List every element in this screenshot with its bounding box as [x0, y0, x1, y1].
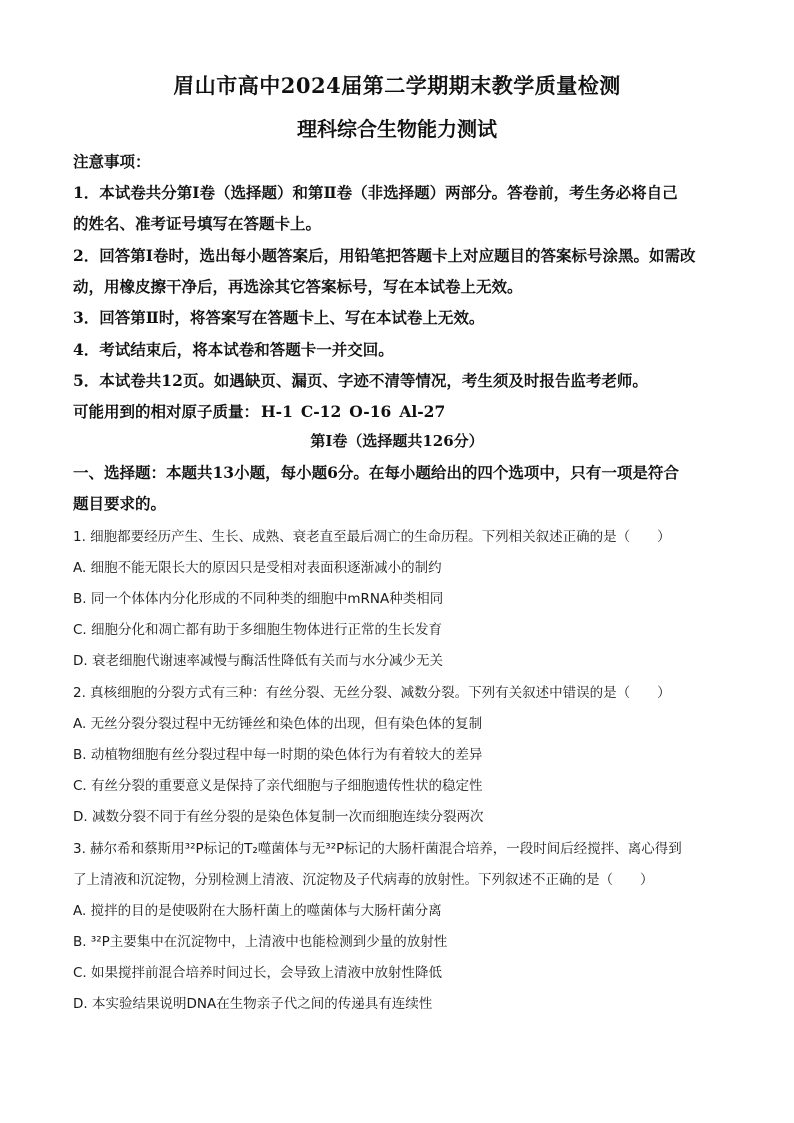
question-stem: 2. 真核细胞的分裂方式有三种：有丝分裂、无丝分裂、减数分裂。下列有关叙述中错误的是（ ） [73, 685, 671, 701]
question-option: D. 减数分裂不同于有丝分裂的是染色体复制一次而细胞连续分裂两次 [73, 809, 484, 825]
question-option: B. 动植物细胞有丝分裂过程中每一时期的染色体行为有着较大的差异 [73, 747, 483, 763]
section-title: 第Ⅰ卷（选择题共126分） [310, 432, 484, 450]
question-stem: 3. 赫尔希和蔡斯用³²P标记的T₂噬菌体与无³²P标记的大肠杆菌混合培养，一段时间后经搅拌、离心得到 [73, 841, 682, 857]
question-option: D. 本实验结果说明DNA在生物亲子代之间的传递具有连续性 [73, 996, 433, 1012]
section-instruction: 一、选择题：本题共13小题，每小题6分。在每小题给出的四个选项中，只有一项是符合 [73, 463, 679, 482]
question-stem: 1. 细胞都要经历产生、生长、成熟、衰老直至最后凋亡的生命历程。下列相关叙述正确的是（ ） [73, 529, 671, 545]
atomic-mass-item: H-1 [261, 402, 293, 421]
atomic-mass-item: Al-27 [399, 402, 446, 421]
question-option: C. 有丝分裂的重要意义是保持了亲代细胞与子细胞遗传性状的稳定性 [73, 778, 483, 794]
notice-line: 的姓名、准考证号填写在答题卡上。 [73, 214, 322, 233]
question-option: A. 细胞不能无限长大的原因只是受相对表面积逐渐减小的制约 [73, 560, 442, 576]
question-stem: 了上清液和沉淀物，分别检测上清液、沉淀物及子代病毒的放射性。下列叙述不正确的是（ ） [73, 872, 654, 888]
atomic-mass-item: O-16 [349, 402, 392, 421]
exam-title: 眉山市高中2024届第二学期期末教学质量检测 [173, 73, 621, 98]
section-instruction: 题目要求的。 [73, 494, 167, 513]
notice-line: 1．本试卷共分第Ⅰ卷（选择题）和第Ⅱ卷（非选择题）两部分。答卷前，考生务必将自己 [73, 183, 678, 202]
question-option: B. ³²P主要集中在沉淀物中，上清液中也能检测到少量的放射性 [73, 934, 448, 950]
notice-line: 5．本试卷共12页。如遇缺页、漏页、字迹不清等情况，考生须及时报告监考老师。 [73, 371, 648, 390]
question-option: B. 同一个体体内分化形成的不同种类的细胞中mRNA种类相同 [73, 591, 444, 607]
notice-line: 动，用橡皮擦干净后，再选涂其它答案标号，写在本试卷上无效。 [73, 277, 523, 296]
notice-line: 3．回答第Ⅱ时，将答案写在答题卡上、写在本试卷上无效。 [73, 308, 485, 327]
atomic-mass-item: C-12 [300, 402, 342, 421]
question-option: C. 细胞分化和凋亡都有助于多细胞生物体进行正常的生长发育 [73, 622, 443, 638]
question-option: D. 衰老细胞代谢速率减慢与酶活性降低有关而与水分减少无关 [73, 653, 443, 669]
notice-line: 4．考试结束后，将本试卷和答题卡一并交回。 [73, 340, 394, 359]
atomic-mass-line [73, 400, 453, 422]
exam-subtitle: 理科综合生物能力测试 [297, 117, 497, 141]
question-option: C. 如果搅拌前混合培养时间过长，会导致上清液中放射性降低 [73, 965, 443, 981]
notice-heading: 注意事项： [73, 152, 151, 171]
question-option: A. 无丝分裂分裂过程中无纺锤丝和染色体的出现，但有染色体的复制 [73, 716, 483, 732]
notice-line: 2．回答第Ⅰ卷时，选出每小题答案后，用铅笔把答题卡上对应题目的答案标号涂黑。如需改 [73, 246, 696, 265]
atomic-mass-label: 可能用到的相对原子质量： [73, 402, 260, 421]
question-option: A. 搅拌的目的是使吸附在大肠杆菌上的噬菌体与大肠杆菌分离 [73, 903, 442, 919]
